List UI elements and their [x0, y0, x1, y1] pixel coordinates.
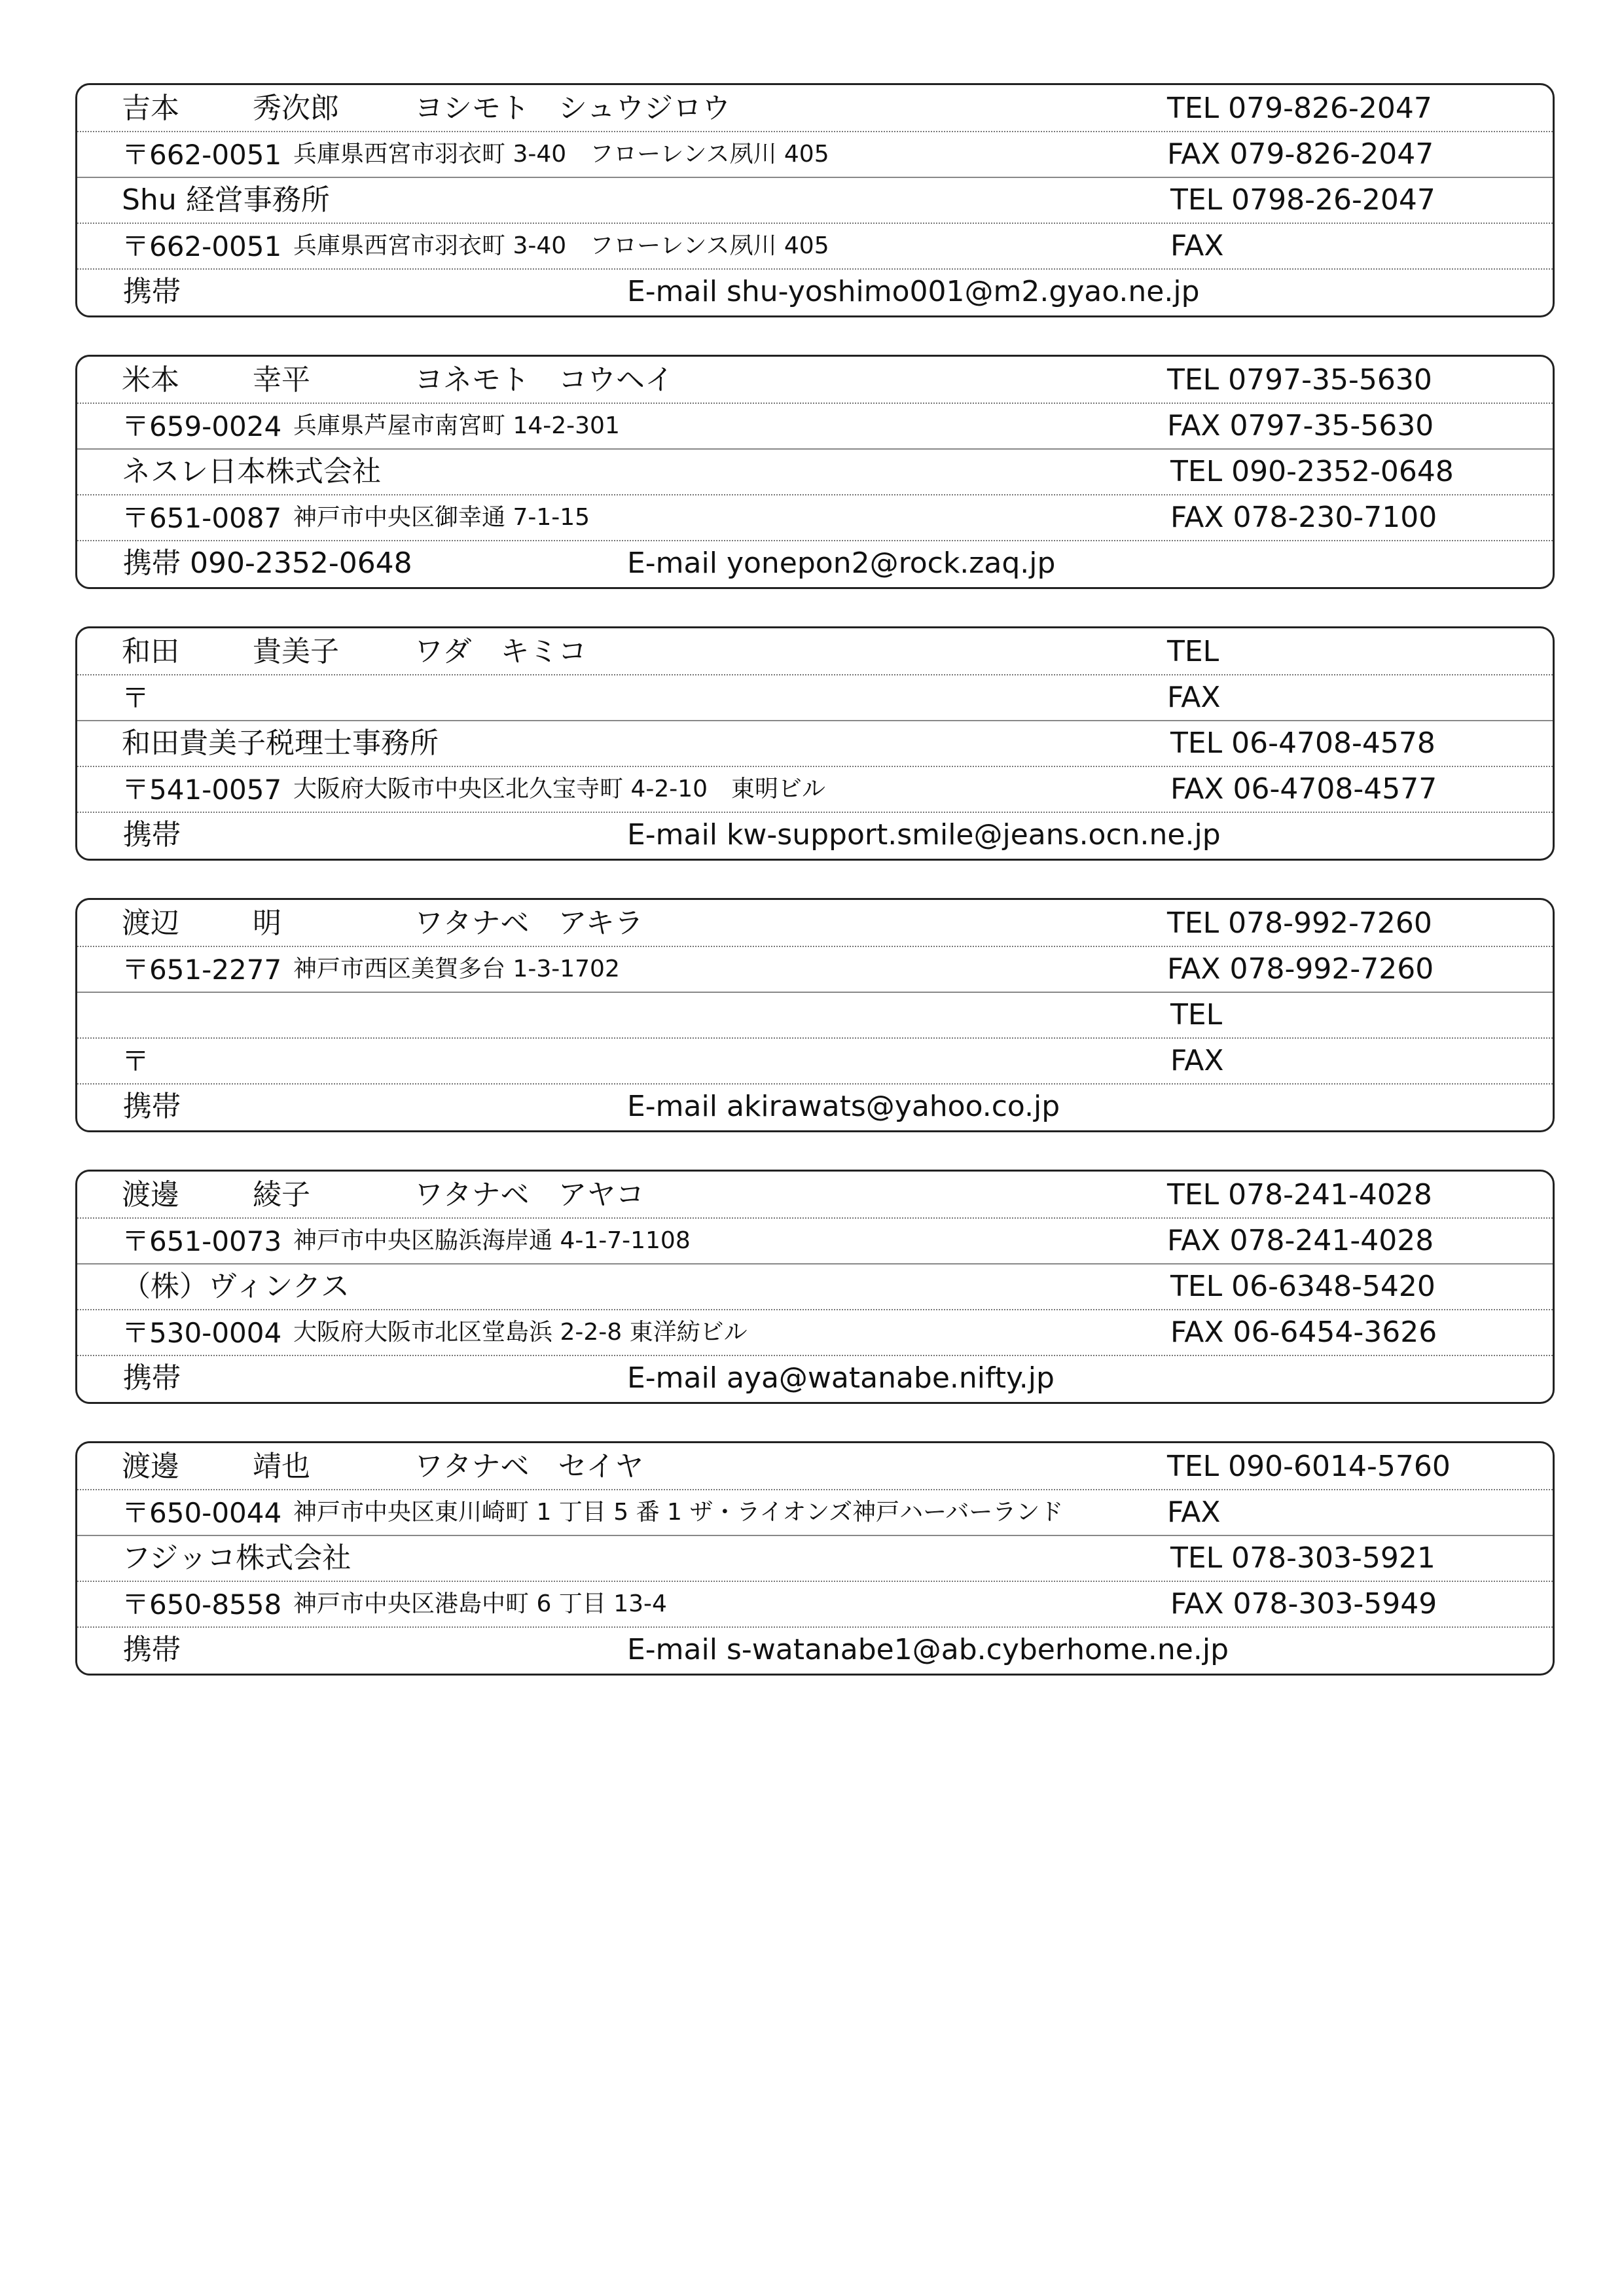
home-postal-code: 〒: [122, 682, 150, 714]
given-name: 明: [253, 906, 281, 940]
work-postal-code: 〒650-8558: [122, 1588, 282, 1621]
work-address-row: [77, 223, 1553, 268]
work-fax: FAX: [1170, 1044, 1224, 1077]
home-tel: TEL 078-992-7260: [1167, 906, 1432, 940]
email-address: E-mail yonepon2@rock.zaq.jp: [627, 547, 1056, 580]
work-address: 大阪府大阪市北区堂島浜 2-2-8 東洋紡ビル: [293, 1319, 748, 1346]
home-tel: TEL: [1167, 635, 1219, 668]
home-address-row: [77, 1217, 1553, 1263]
home-postal-code: 〒651-0073: [122, 1225, 282, 1257]
company-row: [77, 1263, 1553, 1309]
name-kana: ヨシモト シュウジロウ: [414, 92, 731, 125]
work-address-row: [77, 1309, 1553, 1355]
company-name: フジッコ株式会社: [122, 1541, 352, 1575]
email-address: E-mail s-watanabe1@ab.cyberhome.ne.jp: [627, 1633, 1229, 1666]
home-tel: TEL 090-6014-5760: [1167, 1450, 1451, 1483]
mobile: 携帯 090-2352-0648: [123, 547, 412, 580]
email-address: E-mail akirawats@yahoo.co.jp: [627, 1090, 1060, 1123]
work-tel: TEL: [1170, 998, 1223, 1031]
work-address-row: [77, 1581, 1553, 1626]
work-postal-code: 〒541-0057: [122, 774, 282, 806]
name-row: [77, 357, 1553, 403]
contact-card: [75, 355, 1555, 589]
mobile: 携帯: [123, 1633, 181, 1666]
company-name: 和田貴美子税理士事務所: [122, 726, 439, 760]
company-name: （株）ヴィンクス: [122, 1270, 350, 1303]
work-fax: FAX 078-303-5949: [1170, 1587, 1437, 1621]
name-row: [77, 1443, 1553, 1489]
given-name: 綾子: [253, 1178, 310, 1211]
work-address-row: [77, 494, 1553, 540]
work-tel: TEL 090-2352-0648: [1170, 455, 1454, 488]
company-row: [77, 1535, 1553, 1581]
surname: 吉本: [122, 92, 179, 125]
home-fax: FAX: [1167, 681, 1221, 714]
name-row: [77, 85, 1553, 131]
home-tel: TEL 0797-35-5630: [1167, 363, 1432, 397]
contact-row: [77, 540, 1553, 586]
email-address: E-mail aya@watanabe.nifty.jp: [627, 1361, 1055, 1395]
home-address: 神戸市中央区東川崎町 1 丁目 5 番 1 ザ・ライオンズ神戸ハーバーランド: [293, 1499, 1064, 1526]
work-postal-code: 〒662-0051: [122, 230, 282, 262]
work-address: 兵庫県西宮市羽衣町 3-40 フローレンス夙川 405: [293, 232, 829, 259]
home-address: 神戸市西区美賀多台 1-3-1702: [293, 956, 620, 982]
contact-card: [75, 898, 1555, 1132]
contact-row: [77, 1083, 1553, 1129]
work-postal-code: 〒530-0004: [122, 1317, 282, 1349]
work-address: 大阪府大阪市中央区北久宝寺町 4-2-10 東明ビル: [293, 776, 826, 802]
work-address-row: [77, 766, 1553, 812]
name-row: [77, 900, 1553, 946]
contact-card: [75, 1170, 1555, 1404]
work-tel: TEL 078-303-5921: [1170, 1541, 1435, 1575]
company-row: [77, 992, 1553, 1037]
mobile: 携帯: [123, 818, 181, 852]
work-postal-code: 〒: [122, 1045, 150, 1077]
home-postal-code: 〒662-0051: [122, 139, 282, 171]
work-tel: TEL 0798-26-2047: [1170, 183, 1435, 217]
home-fax: FAX 0797-35-5630: [1167, 409, 1434, 442]
home-address: 神戸市中央区脇浜海岸通 4-1-7-1108: [293, 1227, 691, 1254]
given-name: 靖也: [253, 1450, 310, 1483]
home-tel: TEL 078-241-4028: [1167, 1178, 1432, 1211]
home-postal-code: 〒650-0044: [122, 1497, 282, 1529]
given-name: 幸平: [253, 363, 310, 397]
company-row: [77, 448, 1553, 494]
name-kana: ヨネモト コウヘイ: [414, 363, 674, 397]
name-row: [77, 1172, 1553, 1217]
home-address-row: [77, 946, 1553, 992]
home-address: 兵庫県芦屋市南宮町 14-2-301: [293, 412, 620, 439]
surname: 渡邊: [122, 1178, 179, 1211]
work-address-row: [77, 1037, 1553, 1083]
contact-card: [75, 1441, 1555, 1676]
home-fax: FAX: [1167, 1496, 1221, 1529]
mobile: 携帯: [123, 1090, 181, 1123]
name-kana: ワタナベ セイヤ: [414, 1450, 644, 1483]
surname: 渡辺: [122, 906, 179, 940]
contact-row: [77, 1626, 1553, 1672]
work-fax: FAX 06-4708-4577: [1170, 772, 1437, 806]
email-address: E-mail shu-yoshimo001@m2.gyao.ne.jp: [627, 275, 1200, 308]
work-address: 神戸市中央区港島中町 6 丁目 13-4: [293, 1590, 667, 1617]
name-row: [77, 628, 1553, 674]
work-fax: FAX 06-6454-3626: [1170, 1316, 1437, 1349]
home-fax: FAX 079-826-2047: [1167, 137, 1434, 171]
home-address-row: [77, 131, 1553, 177]
home-fax: FAX 078-241-4028: [1167, 1224, 1434, 1257]
home-fax: FAX 078-992-7260: [1167, 952, 1434, 986]
home-address: 兵庫県西宮市羽衣町 3-40 フローレンス夙川 405: [293, 141, 829, 168]
name-kana: ワタナベ アキラ: [414, 906, 643, 940]
home-postal-code: 〒659-0024: [122, 410, 282, 442]
home-address-row: [77, 674, 1553, 720]
company-name: Shu 経営事務所: [122, 183, 330, 217]
company-row: [77, 720, 1553, 766]
surname: 和田: [122, 635, 179, 668]
home-tel: TEL 079-826-2047: [1167, 92, 1432, 125]
given-name: 秀次郎: [253, 92, 339, 125]
work-fax: FAX: [1170, 229, 1224, 262]
home-address-row: [77, 1489, 1553, 1535]
surname: 渡邊: [122, 1450, 179, 1483]
given-name: 貴美子: [253, 635, 339, 668]
home-address-row: [77, 403, 1553, 448]
contact-row: [77, 1355, 1553, 1401]
surname: 米本: [122, 363, 179, 397]
mobile: 携帯: [123, 275, 181, 308]
company-row: [77, 177, 1553, 223]
contact-card: [75, 626, 1555, 861]
work-tel: TEL 06-6348-5420: [1170, 1270, 1435, 1303]
work-postal-code: 〒651-0087: [122, 502, 282, 534]
work-address: 神戸市中央区御幸通 7-1-15: [293, 504, 590, 531]
contact-row: [77, 812, 1553, 857]
name-kana: ワダ キミコ: [414, 635, 587, 668]
work-fax: FAX 078-230-7100: [1170, 501, 1437, 534]
company-name: ネスレ日本株式会社: [122, 455, 381, 488]
email-address: E-mail kw-support.smile@jeans.ocn.ne.jp: [627, 818, 1221, 852]
mobile: 携帯: [123, 1361, 181, 1395]
work-tel: TEL 06-4708-4578: [1170, 726, 1435, 760]
contact-row: [77, 268, 1553, 314]
name-kana: ワタナベ アヤコ: [414, 1178, 645, 1211]
contact-card: [75, 83, 1555, 317]
home-postal-code: 〒651-2277: [122, 954, 282, 986]
